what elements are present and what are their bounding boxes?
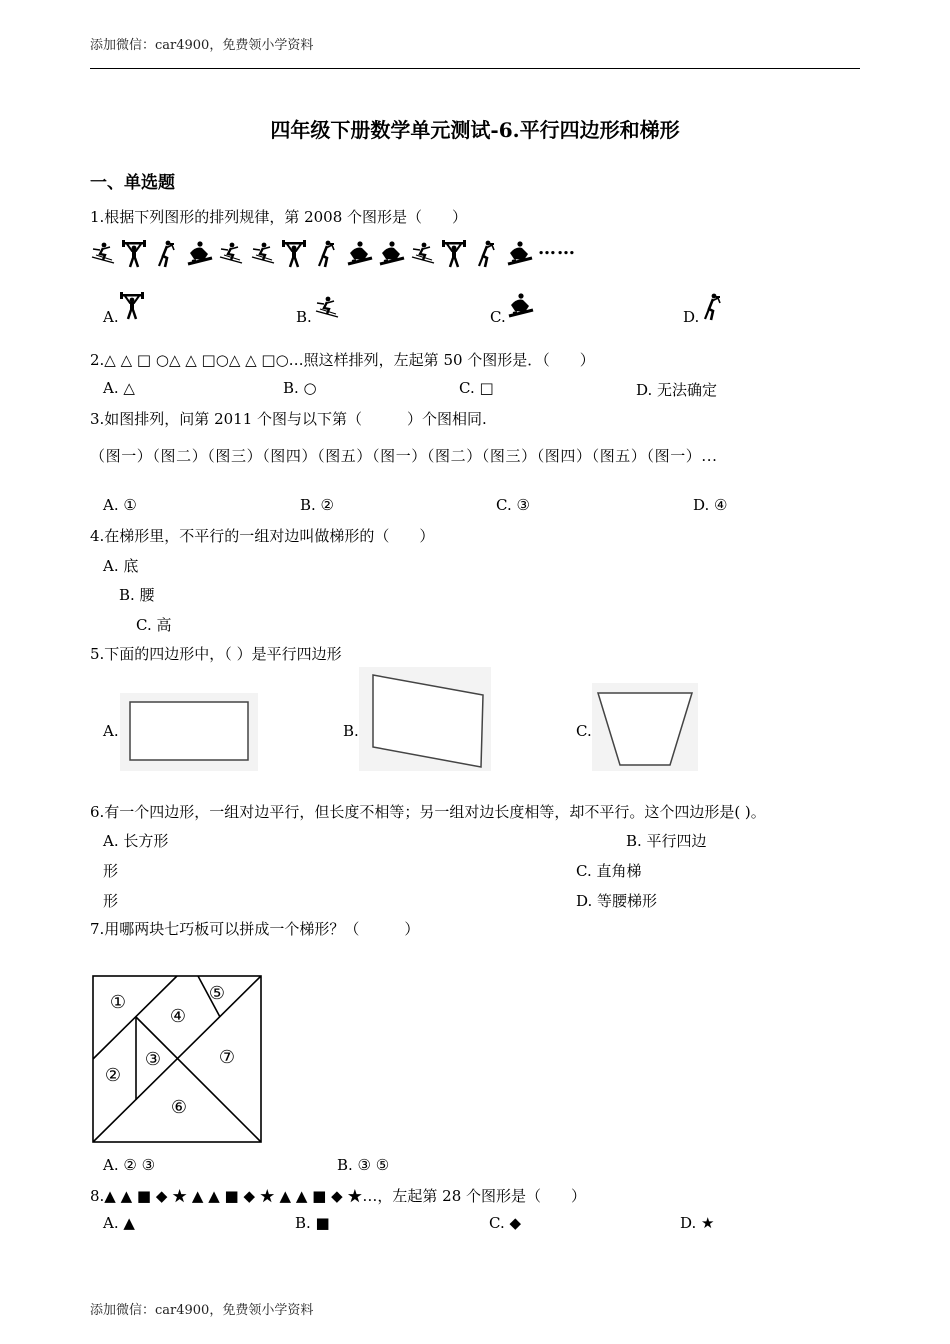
q5-rectangle-figure — [120, 693, 258, 771]
q3-option-b[interactable]: B. ② — [300, 496, 335, 514]
tangram-label-3: ③ — [144, 1049, 162, 1070]
q6-wrap-text-1: 形 — [103, 862, 119, 880]
q6-option-a[interactable]: A. 长方形 — [103, 832, 169, 850]
tangram-label-4: ④ — [169, 1006, 187, 1027]
q4-option-b[interactable]: B. 腰 — [119, 586, 155, 604]
footer-note: 添加微信：car4900，免费领小学资料 — [90, 1303, 314, 1318]
q3-option-c[interactable]: C. ③ — [496, 496, 530, 514]
header-rule — [90, 68, 860, 69]
tangram-figure — [92, 975, 262, 1143]
q8-option-a[interactable]: A. ▲ — [103, 1214, 135, 1232]
q7-option-a[interactable]: A. ② ③ — [103, 1156, 156, 1174]
question-8-stem: 8.▲ ▲ ■ ◆ ★ ▲ ▲ ■ ◆ ★ ▲ ▲ ■ ◆ ★…，左起第 28 个图形是（ ） — [90, 1187, 587, 1205]
q6-option-b[interactable]: B. 平行四边 — [626, 832, 707, 850]
q5-option-c-label[interactable]: C. — [576, 722, 592, 740]
q8-option-b[interactable]: B. ■ — [295, 1214, 330, 1232]
q2-option-a[interactable]: A. △ — [103, 379, 135, 397]
tangram-label-5: ⑤ — [208, 983, 226, 1004]
q6-option-c[interactable]: C. 直角梯 — [576, 862, 642, 880]
tangram-label-2: ② — [104, 1065, 122, 1086]
sequence-ellipsis: …… — [538, 238, 576, 259]
q7-option-b[interactable]: B. ③ ⑤ — [337, 1156, 390, 1174]
tangram-label-7: ⑦ — [218, 1047, 236, 1068]
runner-icon — [700, 293, 728, 323]
q5-trapezoid-figure — [592, 683, 698, 771]
question-6-stem: 6.有一个四边形，一组对边平行，但长度不相等；另一组对边长度相等，却不平行。这个四边形是( )。 — [90, 803, 766, 821]
question-3-stem: 3.如图排列，问第 2011 个图与以下第（ ）个图相同. — [90, 410, 487, 428]
q8-option-c[interactable]: C. ◆ — [489, 1214, 522, 1232]
question-7-stem: 7.用哪两块七巧板可以拼成一个梯形？（ ） — [90, 920, 420, 938]
skier-icon — [314, 294, 342, 324]
question-1-stem: 1.根据下列图形的排列规律，第 2008 个图形是（ ） — [90, 208, 468, 226]
q5-option-a-label[interactable]: A. — [103, 722, 119, 740]
question-5-stem: 5.下面的四边形中，（ ）是平行四边形 — [90, 645, 342, 663]
snowboarder-icon — [507, 292, 535, 322]
question-2-stem: 2.△ △ □ ○△ △ □○△ △ □○…照这样排列，左起第 50 个图形是．（ ） — [90, 351, 595, 369]
q4-option-a[interactable]: A. 底 — [103, 557, 139, 575]
section-heading: 一、单选题 — [90, 173, 175, 193]
q1-option-a-label[interactable]: A. — [103, 308, 119, 326]
q3-figure-sequence: （图一）（图二）（图三）（图四）（图五）（图一）（图二）（图三）（图四）（图五）（图一）... — [90, 447, 718, 465]
q3-option-a[interactable]: A. ① — [103, 496, 137, 514]
page-title: 四年级下册数学单元测试-6.平行四边形和梯形 — [270, 118, 680, 142]
header-note: 添加微信：car4900，免费领小学资料 — [90, 38, 314, 53]
q1-option-c-label[interactable]: C. — [490, 308, 506, 326]
q6-wrap-text-2: 形 — [103, 892, 119, 910]
tangram-label-1: ① — [109, 992, 127, 1013]
q6-option-d[interactable]: D. 等腰梯形 — [576, 892, 658, 910]
question-4-stem: 4.在梯形里，不平行的一组对边叫做梯形的（ ） — [90, 527, 435, 545]
q4-option-c[interactable]: C. 高 — [136, 616, 172, 634]
q2-option-b[interactable]: B. ○ — [283, 379, 317, 397]
q8-option-d[interactable]: D. ★ — [680, 1214, 715, 1232]
q3-option-d[interactable]: D. ④ — [693, 496, 728, 514]
q1-figure-sequence — [90, 236, 610, 270]
q5-option-b-label[interactable]: B. — [343, 722, 359, 740]
q1-option-b-label[interactable]: B. — [296, 308, 312, 326]
q5-parallelogram-figure — [359, 667, 491, 771]
tangram-label-6: ⑥ — [170, 1097, 188, 1118]
q2-option-c[interactable]: C. □ — [459, 379, 494, 397]
q1-option-d-label[interactable]: D. — [683, 308, 700, 326]
q2-option-d[interactable]: D. 无法确定 — [636, 381, 718, 399]
weightlifter-icon — [120, 292, 148, 322]
